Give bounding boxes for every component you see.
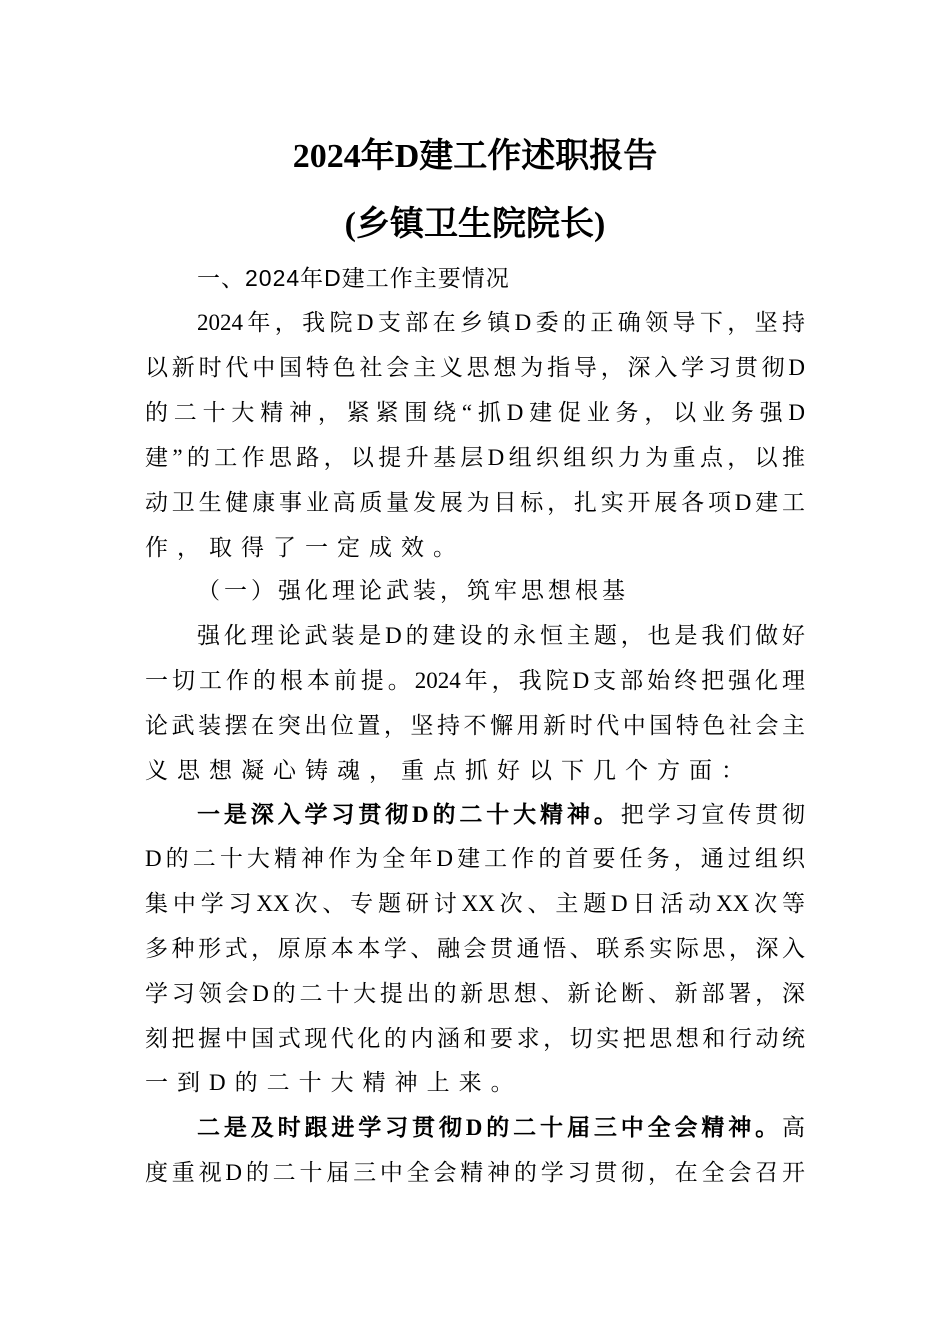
paragraph-line: 2024年，我院D支部在乡镇D委的正确领导下，坚持 [197,310,805,335]
paragraph-line: 多种形式，原原本本学、融会贯通悟、联系实际思，深入 [145,936,805,961]
paragraph-line: 学习领会D的二十大提出的新思想、新论断、新部署，深 [145,981,805,1006]
bold-lead: 二是及时跟进学习贯彻D的二十届三中全会精神。 [197,1115,782,1140]
paragraph-line: 作，取得了一定成效。 [145,535,465,560]
paragraph-line [197,800,805,830]
section-heading: 一、2024年D建工作主要情况 [197,265,510,291]
paragraph-text: 把学习宣传贯彻 [620,802,805,827]
paragraph-line: 动卫生健康事业高质量发展为目标，扎实开展各项D建工 [145,490,805,515]
paragraph-line: 刻把握中国式现代化的内涵和要求，切实把思想和行动统 [145,1026,805,1051]
paragraph-line: D的二十大精神作为全年D建工作的首要任务，通过组织 [145,846,805,871]
paragraph-line: 义思想凝心铸魂，重点抓好以下几个方面： [145,758,753,783]
paragraph-line: 一切工作的根本前提。2024年，我院D支部始终把强化理 [145,668,805,693]
paragraph-line: 的二十大精神，紧紧围绕“抓D建促业务，以业务强D [145,400,805,425]
paragraph-line: 度重视D的二十届三中全会精神的学习贯彻，在全会召开 [145,1160,805,1185]
paragraph-line [197,1113,805,1143]
paragraph-text: 高 [782,1115,805,1140]
paragraph-line: 以新时代中国特色社会主义思想为指导，深入学习贯彻D [145,355,805,380]
subsection-heading: （一）强化理论武装，筑牢思想根基 [197,578,629,603]
paragraph-line: 一到D的二十大精神上来。 [145,1070,523,1095]
paragraph-line: 强化理论武装是D的建设的永恒主题，也是我们做好 [197,623,805,648]
paragraph-line: 集中学习XX次、专题研讨XX次、主题D日活动XX次等 [145,891,805,916]
document-title: 2024年D建工作述职报告 [292,138,658,175]
paragraph-line: 建”的工作思路，以提升基层D组织组织力为重点，以推 [145,445,805,470]
document-subtitle: (乡镇卫生院院长) [344,206,606,243]
bold-lead: 一是深入学习贯彻D的二十大精神。 [197,802,621,827]
paragraph-line: 论武装摆在突出位置，坚持不懈用新时代中国特色社会主 [145,713,805,738]
